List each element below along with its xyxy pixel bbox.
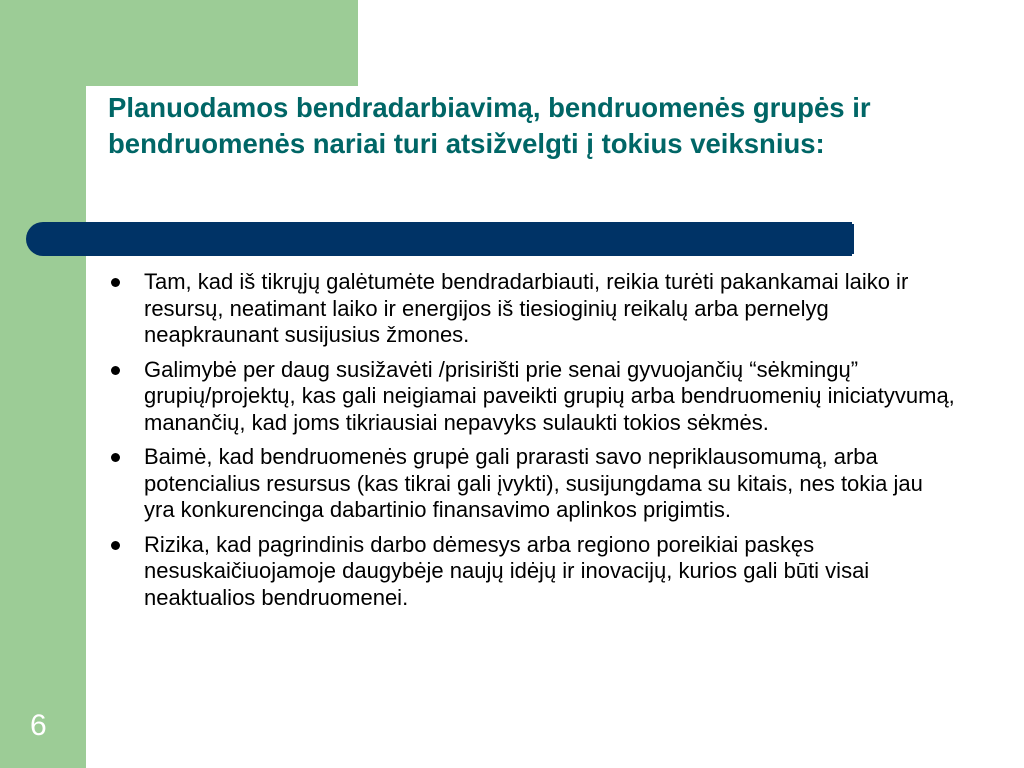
bullet-dot-icon [111, 453, 120, 462]
top-green-band [0, 0, 358, 86]
bullet-dot-icon [111, 366, 120, 375]
bullet-text-2: Galimybė per daug susižavėti /prisirišti prie senai gyvuojančių “sėkmingų” grupių/projektų, kas gali neigiamai paveikti grupių arba bendruomenių iniciatyvumą, manančių, kad joms tikriausiai nepavyks sulaukti tokios sėkmės. [144, 356, 955, 435]
bullet-item-4 [108, 532, 958, 612]
title-divider-bar-end [846, 224, 854, 254]
bullet-dot-icon [111, 541, 120, 550]
bullet-item-1 [108, 269, 958, 349]
bullet-item-3 [108, 444, 958, 524]
bullet-item-2 [108, 357, 958, 437]
slide-title: Planuodamos bendradarbiavimą, bendruomenės grupės ir bendruomenės nariai turi atsižvelgti į tokius veiksnius: [108, 92, 871, 159]
bullet-dot-icon [111, 278, 120, 287]
bullet-list [108, 269, 958, 619]
bullet-text-3: Baimė, kad bendruomenės grupė gali prarasti savo nepriklausomumą, arba potencialius resursus (kas tikrai gali įvykti), susijungdama su kitais, nes tokia jau yra konkurencinga dabartinio finansavimo aplinkos prigimtis. [144, 444, 923, 522]
page-number: 6 [30, 709, 47, 742]
bullet-text-1: Tam, kad iš tikrųjų galėtumėte bendradarbiauti, reikia turėti pakankamai laiko ir resursų, neatimant laiko ir energijos iš tiesioginių reikalų arba pernelyg neapkraunant susijusius žmones. [144, 269, 909, 347]
bullet-text-4: Rizika, kad pagrindinis darbo dėmesys arba regiono poreikiai paskęs nesuskaičiuojamoje daugybėje naujų idėjų ir inovacijų, kurios gali būti visai neaktualios bendruomenei. [144, 531, 870, 610]
title-divider-bar [26, 222, 852, 256]
left-green-band [0, 0, 86, 768]
